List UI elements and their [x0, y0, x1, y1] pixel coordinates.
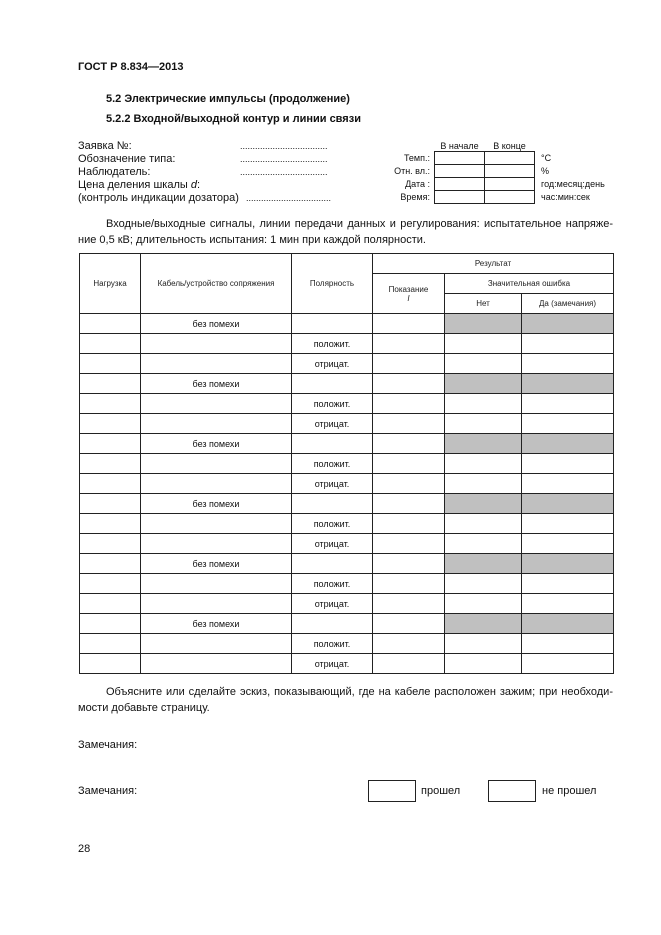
error-no-cell[interactable] [445, 394, 522, 414]
table-row [80, 634, 614, 654]
cable-cell[interactable] [141, 514, 292, 534]
failed-label: не прошел [542, 785, 597, 797]
load-cell[interactable] [80, 474, 141, 494]
polarity-label: положит. [292, 334, 373, 354]
polarity-label: отрицат. [292, 534, 373, 554]
humidity-label: Отн. вл.: [394, 165, 430, 176]
reading-cell[interactable] [373, 554, 445, 574]
table-row [80, 534, 614, 554]
error-yes-cell[interactable] [522, 394, 614, 414]
polarity-label: положит. [292, 634, 373, 654]
observer-label: Наблюдатель: [78, 166, 151, 178]
reading-cell[interactable] [373, 414, 445, 434]
polarity-label: положит. [292, 514, 373, 534]
load-cell[interactable] [80, 514, 141, 534]
reading-cell[interactable] [373, 394, 445, 414]
time-unit: час:мин:сек [541, 191, 590, 202]
error-yes-cell[interactable] [522, 634, 614, 654]
error-no-cell [445, 374, 522, 394]
no-noise-label: без помехи [141, 434, 292, 454]
error-no-cell [445, 554, 522, 574]
error-no-cell[interactable] [445, 514, 522, 534]
intro-paragraph: Входные/выходные сигналы, линии передачи данных и регулирования: испытательное напряже-ние 0,5 кВ; длительность испытания: 1 мин при каждой полярности. [78, 218, 613, 246]
temp-label: Темп.: [403, 152, 430, 163]
no-noise-label: без помехи [141, 614, 292, 634]
error-yes-cell[interactable] [522, 474, 614, 494]
time-start-field[interactable] [435, 190, 485, 203]
dispenser-dots: .................................. [246, 193, 332, 203]
load-cell[interactable] [80, 534, 141, 554]
load-cell[interactable] [80, 594, 141, 614]
dispenser-label: (контроль индикации дозатора) [78, 192, 239, 204]
failed-checkbox[interactable] [488, 780, 536, 802]
cable-cell[interactable] [141, 574, 292, 594]
passed-checkbox[interactable] [368, 780, 416, 802]
table-row [80, 494, 614, 514]
table-row [80, 334, 614, 354]
polarity-cell [292, 434, 373, 454]
error-no-cell[interactable] [445, 574, 522, 594]
type-dots: ................................... [240, 154, 328, 164]
table-row [80, 374, 614, 394]
application-dots: ................................... [240, 141, 328, 151]
type-label: Обозначение типа: [78, 153, 176, 165]
reading-cell[interactable] [373, 514, 445, 534]
remarks-label-2: Замечания: [78, 785, 138, 797]
load-cell[interactable] [80, 354, 141, 374]
cable-cell[interactable] [141, 414, 292, 434]
polarity-cell [292, 374, 373, 394]
error-no-cell[interactable] [445, 414, 522, 434]
no-noise-label: без помехи [141, 554, 292, 574]
reading-cell[interactable] [373, 634, 445, 654]
col-result-header: Результат [373, 254, 614, 274]
error-yes-cell [522, 374, 614, 394]
error-no-cell[interactable] [445, 654, 522, 674]
polarity-label: положит. [292, 574, 373, 594]
load-cell[interactable] [80, 394, 141, 414]
temp-unit: °C [541, 152, 552, 163]
error-no-cell [445, 314, 522, 334]
error-yes-cell[interactable] [522, 334, 614, 354]
error-yes-cell[interactable] [522, 454, 614, 474]
error-no-cell [445, 434, 522, 454]
page-number: 28 [78, 843, 91, 855]
col-start: В начале [440, 140, 479, 151]
sketch-paragraph: Объясните или сделайте эскиз, показывающий, где на кабеле расположен зажим; при необходи-мости добавьте страницу. [78, 686, 613, 714]
col-load-header: Нагрузка [80, 254, 141, 314]
conditions-table [382, 139, 621, 204]
application-label: Заявка №: [78, 140, 132, 152]
error-yes-cell [522, 614, 614, 634]
reading-cell[interactable] [373, 614, 445, 634]
time-end-field[interactable] [485, 190, 535, 203]
load-cell[interactable] [80, 314, 141, 334]
humidity-unit: % [541, 165, 550, 176]
polarity-cell [292, 314, 373, 334]
error-no-cell[interactable] [445, 594, 522, 614]
error-yes-cell [522, 314, 614, 334]
col-end: В конце [493, 140, 526, 151]
cable-cell[interactable] [141, 454, 292, 474]
table-row [80, 474, 614, 494]
load-cell[interactable] [80, 414, 141, 434]
load-cell[interactable] [80, 434, 141, 454]
cable-cell[interactable] [141, 354, 292, 374]
load-cell[interactable] [80, 494, 141, 514]
load-cell[interactable] [80, 654, 141, 674]
reading-cell[interactable] [373, 354, 445, 374]
standard-header: ГОСТ Р 8.834—2013 [78, 61, 184, 73]
error-yes-cell [522, 494, 614, 514]
passed-label: прошел [421, 785, 461, 797]
reading-cell[interactable] [373, 434, 445, 454]
polarity-label: отрицат. [292, 654, 373, 674]
error-no-cell[interactable] [445, 534, 522, 554]
date-start-field[interactable] [435, 177, 485, 190]
results-table [79, 253, 614, 674]
error-yes-cell[interactable] [522, 514, 614, 534]
subsection-title: 5.2.2 Входной/выходной контур и линии связи [106, 113, 361, 125]
cable-cell[interactable] [141, 634, 292, 654]
reading-cell[interactable] [373, 594, 445, 614]
col-polarity-header: Полярность [292, 254, 373, 314]
reading-cell[interactable] [373, 474, 445, 494]
table-row [80, 594, 614, 614]
reading-cell[interactable] [373, 334, 445, 354]
col-yes-header: Да (замечания) [522, 294, 614, 314]
error-yes-cell[interactable] [522, 414, 614, 434]
remarks-label: Замечания: [78, 739, 138, 751]
table-row [80, 574, 614, 594]
cable-cell[interactable] [141, 474, 292, 494]
polarity-cell [292, 554, 373, 574]
load-cell[interactable] [80, 574, 141, 594]
table-row [80, 394, 614, 414]
reading-cell[interactable] [373, 534, 445, 554]
error-yes-cell [522, 554, 614, 574]
date-unit: год:месяц:день [541, 178, 605, 189]
polarity-label: отрицат. [292, 594, 373, 614]
cable-cell[interactable] [141, 594, 292, 614]
error-no-cell [445, 614, 522, 634]
error-yes-cell [522, 434, 614, 454]
section-title: 5.2 Электрические импульсы (продолжение) [106, 93, 350, 105]
load-cell[interactable] [80, 554, 141, 574]
error-no-cell[interactable] [445, 474, 522, 494]
temp-end-field[interactable] [485, 151, 535, 164]
reading-cell[interactable] [373, 374, 445, 394]
error-yes-cell[interactable] [522, 654, 614, 674]
scale-label: Цена деления шкалы d: [78, 179, 201, 191]
error-yes-cell[interactable] [522, 594, 614, 614]
table-row [80, 614, 614, 634]
no-noise-label: без помехи [141, 314, 292, 334]
load-cell[interactable] [80, 374, 141, 394]
table-row [80, 454, 614, 474]
table-row [80, 514, 614, 534]
col-reading-header: Показание I [373, 274, 445, 314]
table-row [80, 354, 614, 374]
cable-cell[interactable] [141, 534, 292, 554]
reading-cell[interactable] [373, 654, 445, 674]
load-cell[interactable] [80, 454, 141, 474]
cable-cell[interactable] [141, 654, 292, 674]
polarity-label: отрицат. [292, 354, 373, 374]
reading-cell[interactable] [373, 574, 445, 594]
col-cable-header: Кабель/устройство сопряжения [141, 254, 292, 314]
polarity-label: положит. [292, 394, 373, 414]
reading-cell[interactable] [373, 494, 445, 514]
error-yes-cell[interactable] [522, 574, 614, 594]
error-no-cell [445, 494, 522, 514]
no-noise-label: без помехи [141, 494, 292, 514]
table-row [80, 414, 614, 434]
cable-cell[interactable] [141, 394, 292, 414]
cable-cell[interactable] [141, 334, 292, 354]
error-no-cell[interactable] [445, 454, 522, 474]
error-no-cell[interactable] [445, 354, 522, 374]
polarity-label: отрицат. [292, 414, 373, 434]
table-row [80, 554, 614, 574]
temp-start-field[interactable] [435, 151, 485, 164]
error-yes-cell[interactable] [522, 534, 614, 554]
humidity-end-field[interactable] [485, 164, 535, 177]
load-cell[interactable] [80, 634, 141, 654]
error-yes-cell[interactable] [522, 354, 614, 374]
col-error-header: Значительная ошибка [445, 274, 614, 294]
col-no-header: Нет [445, 294, 522, 314]
polarity-cell [292, 614, 373, 634]
reading-cell[interactable] [373, 314, 445, 334]
error-no-cell[interactable] [445, 634, 522, 654]
table-row [80, 654, 614, 674]
time-label: Время: [400, 191, 430, 202]
date-label: Дата : [405, 178, 430, 189]
date-end-field[interactable] [485, 177, 535, 190]
humidity-start-field[interactable] [435, 164, 485, 177]
table-row [80, 434, 614, 454]
load-cell[interactable] [80, 614, 141, 634]
observer-dots: ................................... [240, 167, 328, 177]
polarity-label: положит. [292, 454, 373, 474]
polarity-label: отрицат. [292, 474, 373, 494]
polarity-cell [292, 494, 373, 514]
load-cell[interactable] [80, 334, 141, 354]
no-noise-label: без помехи [141, 374, 292, 394]
table-row [80, 314, 614, 334]
error-no-cell[interactable] [445, 334, 522, 354]
reading-cell[interactable] [373, 454, 445, 474]
